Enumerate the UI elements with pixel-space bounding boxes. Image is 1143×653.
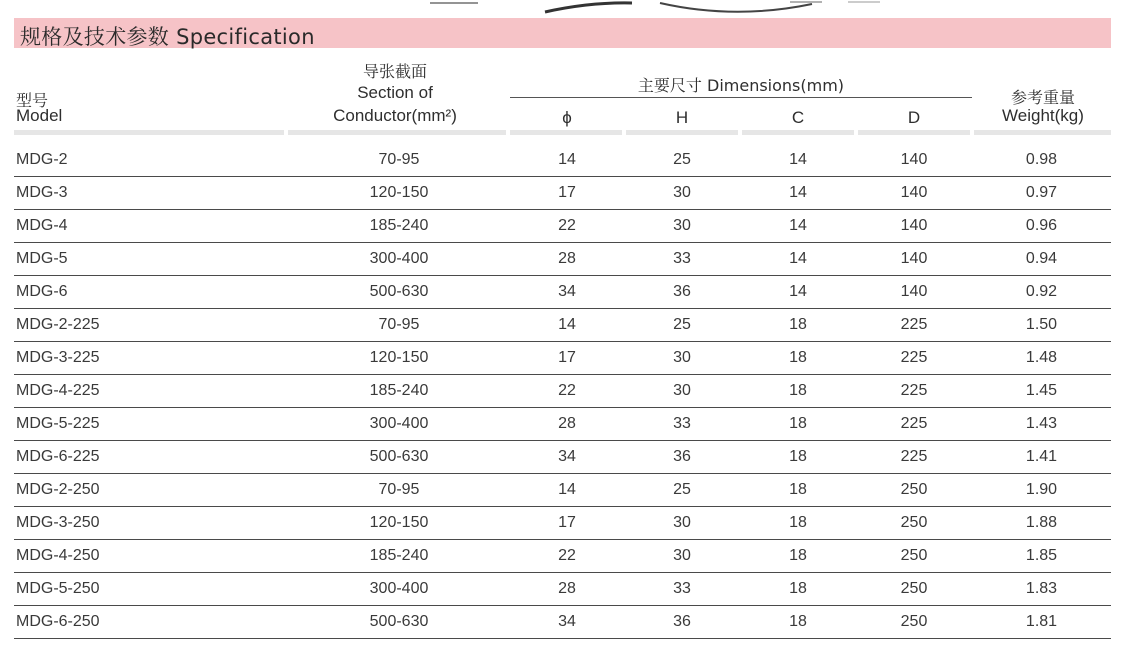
cell-d: 225	[856, 342, 972, 375]
cell-section: 70-95	[288, 474, 510, 507]
cell-c: 18	[740, 606, 856, 639]
cell-phi: 28	[510, 243, 624, 276]
cell-h: 33	[624, 243, 740, 276]
table-row	[14, 606, 1111, 639]
cell-weight: 0.92	[972, 276, 1111, 309]
cell-c: 18	[740, 441, 856, 474]
cell-model: MDG-2-225	[14, 309, 288, 342]
cell-model: MDG-4	[14, 210, 288, 243]
cell-c: 14	[740, 276, 856, 309]
cell-d: 250	[856, 573, 972, 606]
table-row	[14, 573, 1111, 606]
cell-h: 30	[624, 375, 740, 408]
cell-section: 300-400	[288, 243, 510, 276]
cell-model: MDG-3	[14, 177, 288, 210]
cell-phi: 17	[510, 342, 624, 375]
table-row	[14, 375, 1111, 408]
header-section-en-line2: Conductor(mm²)	[333, 106, 457, 125]
cell-c: 18	[740, 540, 856, 573]
cell-phi: 14	[510, 144, 624, 177]
cell-model: MDG-2-250	[14, 474, 288, 507]
cell-section: 120-150	[288, 507, 510, 540]
header-bar-h	[626, 130, 738, 135]
cell-weight: 0.94	[972, 243, 1111, 276]
table-row	[14, 177, 1111, 210]
cell-c: 14	[740, 243, 856, 276]
cell-d: 140	[856, 177, 972, 210]
cell-d: 225	[856, 408, 972, 441]
cell-model: MDG-4-250	[14, 540, 288, 573]
cell-h: 25	[624, 474, 740, 507]
cell-model: MDG-4-225	[14, 375, 288, 408]
table-row	[14, 276, 1111, 309]
section-title: 规格及技术参数 Specification	[20, 25, 315, 49]
cell-c: 18	[740, 375, 856, 408]
cell-section: 500-630	[288, 606, 510, 639]
cell-section: 120-150	[288, 342, 510, 375]
header-bar-section	[288, 130, 506, 135]
header-d: D	[907, 108, 921, 127]
header-bar-c	[742, 130, 854, 135]
cell-section: 185-240	[288, 540, 510, 573]
cell-weight: 1.88	[972, 507, 1111, 540]
specification-table	[14, 144, 1111, 639]
cell-c: 18	[740, 573, 856, 606]
cell-weight: 1.90	[972, 474, 1111, 507]
cell-c: 18	[740, 408, 856, 441]
cell-d: 225	[856, 309, 972, 342]
cell-d: 225	[856, 441, 972, 474]
section-banner	[14, 18, 1111, 48]
cell-section: 120-150	[288, 177, 510, 210]
cell-weight: 1.41	[972, 441, 1111, 474]
cell-model: MDG-3-225	[14, 342, 288, 375]
cell-h: 36	[624, 276, 740, 309]
cell-model: MDG-6-250	[14, 606, 288, 639]
table-row	[14, 210, 1111, 243]
table-row	[14, 540, 1111, 573]
cell-d: 140	[856, 276, 972, 309]
table-row	[14, 474, 1111, 507]
cell-c: 18	[740, 309, 856, 342]
table-row	[14, 309, 1111, 342]
cell-model: MDG-6	[14, 276, 288, 309]
cell-section: 500-630	[288, 276, 510, 309]
cell-c: 14	[740, 210, 856, 243]
cell-phi: 34	[510, 606, 624, 639]
cell-weight: 1.81	[972, 606, 1111, 639]
cell-phi: 17	[510, 507, 624, 540]
cell-h: 30	[624, 210, 740, 243]
cell-d: 250	[856, 507, 972, 540]
cell-weight: 0.96	[972, 210, 1111, 243]
cell-phi: 34	[510, 276, 624, 309]
cell-section: 300-400	[288, 573, 510, 606]
cell-weight: 1.83	[972, 573, 1111, 606]
cell-d: 250	[856, 474, 972, 507]
cell-weight: 0.98	[972, 144, 1111, 177]
cell-section: 70-95	[288, 144, 510, 177]
cell-weight: 1.45	[972, 375, 1111, 408]
cell-phi: 34	[510, 441, 624, 474]
cell-h: 33	[624, 573, 740, 606]
cell-h: 25	[624, 144, 740, 177]
cell-c: 18	[740, 507, 856, 540]
cell-weight: 1.48	[972, 342, 1111, 375]
header-weight-en: Weight(kg)	[1002, 106, 1084, 125]
cell-h: 33	[624, 408, 740, 441]
cell-model: MDG-5	[14, 243, 288, 276]
header-section-en-line1: Section of	[357, 83, 433, 102]
cell-model: MDG-5-225	[14, 408, 288, 441]
header-model-en: Model	[16, 106, 63, 125]
cell-phi: 17	[510, 177, 624, 210]
cell-section: 185-240	[288, 210, 510, 243]
cell-section: 70-95	[288, 309, 510, 342]
cell-h: 30	[624, 177, 740, 210]
cell-weight: 1.43	[972, 408, 1111, 441]
table-row	[14, 408, 1111, 441]
cell-d: 250	[856, 540, 972, 573]
cell-h: 36	[624, 441, 740, 474]
cell-d: 140	[856, 210, 972, 243]
header-h: H	[675, 108, 689, 127]
header-bar-d	[858, 130, 970, 135]
cell-section: 300-400	[288, 408, 510, 441]
cell-h: 30	[624, 342, 740, 375]
table-row	[14, 342, 1111, 375]
cell-d: 225	[856, 375, 972, 408]
header-weight-zh: 参考重量	[1010, 88, 1075, 107]
cell-d: 140	[856, 243, 972, 276]
cell-weight: 1.85	[972, 540, 1111, 573]
header-c: C	[791, 108, 805, 127]
cell-model: MDG-6-225	[14, 441, 288, 474]
cell-phi: 22	[510, 540, 624, 573]
header-bar-model	[14, 130, 284, 135]
table-row	[14, 144, 1111, 177]
cell-weight: 1.50	[972, 309, 1111, 342]
cell-c: 18	[740, 474, 856, 507]
header-model-zh: 型号	[16, 91, 49, 110]
cell-phi: 14	[510, 309, 624, 342]
cell-phi: 28	[510, 408, 624, 441]
cell-h: 30	[624, 540, 740, 573]
header-bar-phi	[510, 130, 622, 135]
specification-table-body	[14, 144, 1111, 639]
cell-phi: 22	[510, 210, 624, 243]
cell-phi: 22	[510, 375, 624, 408]
cell-h: 30	[624, 507, 740, 540]
header-phi: ϕ	[562, 108, 572, 127]
cell-h: 36	[624, 606, 740, 639]
cell-model: MDG-3-250	[14, 507, 288, 540]
dimensions-divider	[510, 97, 972, 98]
cell-phi: 14	[510, 474, 624, 507]
header-dimensions: 主要尺寸 Dimensions(mm)	[637, 76, 845, 95]
cell-h: 25	[624, 309, 740, 342]
cell-model: MDG-2	[14, 144, 288, 177]
table-row	[14, 441, 1111, 474]
cell-c: 14	[740, 177, 856, 210]
header-bar-weight	[974, 130, 1111, 135]
cell-phi: 28	[510, 573, 624, 606]
cell-section: 185-240	[288, 375, 510, 408]
table-row	[14, 243, 1111, 276]
cell-d: 140	[856, 144, 972, 177]
cell-weight: 0.97	[972, 177, 1111, 210]
header-section-zh: 导张截面	[362, 62, 427, 81]
cell-c: 14	[740, 144, 856, 177]
table-row	[14, 507, 1111, 540]
cell-model: MDG-5-250	[14, 573, 288, 606]
cell-section: 500-630	[288, 441, 510, 474]
product-drawing-fragment	[0, 0, 1143, 18]
cell-d: 250	[856, 606, 972, 639]
cell-c: 18	[740, 342, 856, 375]
